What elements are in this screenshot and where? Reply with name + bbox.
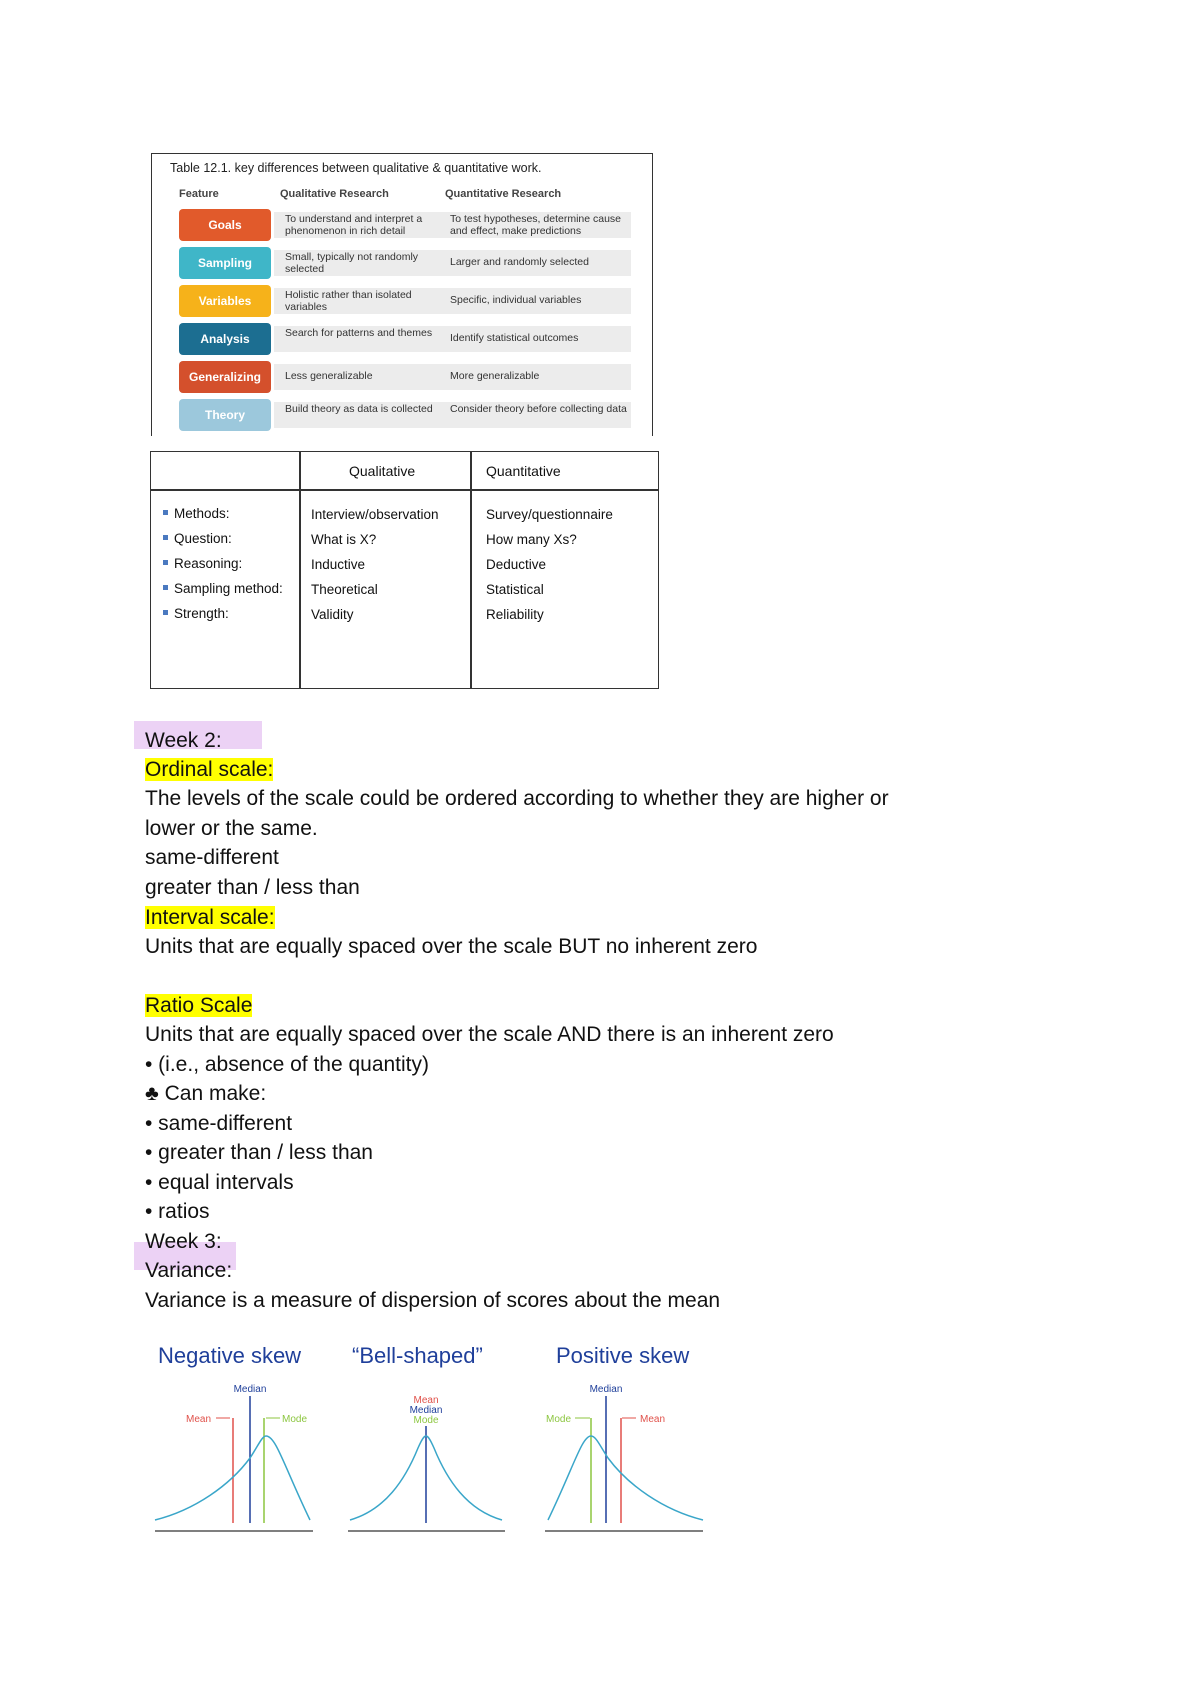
interval-scale-heading: [145, 903, 275, 932]
mode-label: Mode: [546, 1414, 572, 1425]
column-divider: [299, 452, 301, 688]
quant-cell: Survey/questionnaire: [486, 507, 613, 522]
ratio-line: • same-different: [145, 1112, 293, 1135]
bell-shaped-diagram: [348, 1395, 505, 1531]
table-row: [179, 399, 631, 431]
qual-cell: Search for patterns and themes: [285, 327, 433, 339]
ratio-line: Units that are equally spaced over the scale AND there is an inherent zero: [145, 1023, 834, 1046]
qual-cell: To understand and interpret a phenomenon in rich detail: [285, 213, 423, 237]
ordinal-scale-heading: [145, 755, 273, 784]
median-label: Median: [589, 1384, 623, 1395]
feature-pill-theory: Theory: [179, 399, 271, 431]
quant-cell: More generalizable: [450, 370, 540, 382]
row-label: [163, 606, 229, 621]
mode-label: Mode: [413, 1415, 439, 1426]
feature-pill-sampling: Sampling: [179, 247, 271, 279]
header-divider: [151, 489, 658, 491]
bullet-icon: [163, 535, 168, 540]
row-label: [163, 506, 230, 521]
median-label: Median: [409, 1405, 443, 1416]
qual-cell: Holistic rather than isolated variables: [285, 289, 412, 313]
positive-skew-diagram: [545, 1384, 703, 1531]
feature-pill-generalizing: Generalizing: [179, 361, 271, 393]
ratio-line: • ratios: [145, 1200, 210, 1223]
quant-cell: To test hypotheses, determine cause and effect, make predictions: [450, 213, 622, 237]
variance-line: Variance is a measure of dispersion of scores about the mean: [145, 1289, 721, 1312]
ratio-line: ♣ Can make:: [145, 1082, 267, 1105]
table-row: [179, 209, 631, 241]
quant-cell: Identify statistical outcomes: [450, 332, 579, 344]
ratio-line: • equal intervals: [145, 1171, 294, 1194]
week-2-heading: Week 2:: [145, 729, 222, 752]
negative-skew-diagram: [155, 1384, 313, 1531]
quant-cell: How many Xs?: [486, 532, 577, 547]
positive-skew-title: Positive skew: [556, 1343, 690, 1368]
table-row: [179, 361, 631, 393]
ordinal-line: greater than / less than: [145, 876, 360, 899]
median-label: Median: [233, 1384, 267, 1395]
table-row: [179, 285, 631, 317]
comparison-table: [150, 451, 659, 689]
qual-cell: Validity: [311, 607, 354, 622]
header-qualitative: Qualitative Research: [280, 188, 389, 200]
row-label: [163, 556, 242, 571]
bullet-icon: [163, 560, 168, 565]
week-3-heading: Week 3:: [145, 1230, 222, 1253]
bullet-icon: [163, 585, 168, 590]
qual-cell: Build theory as data is collected: [285, 403, 433, 415]
col-header-qualitative: Qualitative: [349, 463, 416, 479]
row-label: [163, 531, 232, 546]
row-label-text: Methods:: [174, 506, 230, 521]
col-header-quantitative: Quantitative: [486, 463, 561, 479]
skew-diagrams: [150, 1380, 710, 1540]
table-12-1-figure: [151, 153, 653, 436]
row-label-text: Strength:: [174, 606, 229, 621]
mean-label: Mean: [640, 1414, 666, 1425]
row-label-text: Sampling method:: [174, 581, 283, 596]
interval-scale-title: Interval scale:: [145, 906, 275, 929]
column-divider: [470, 452, 472, 688]
interval-line: Units that are equally spaced over the scale BUT no inherent zero: [145, 935, 758, 958]
qual-cell: Less generalizable: [285, 370, 373, 382]
qual-cell: Interview/observation: [311, 507, 439, 522]
mode-label: Mode: [282, 1414, 308, 1425]
feature-pill-variables: Variables: [179, 285, 271, 317]
row-label: [163, 581, 283, 596]
quant-cell: Statistical: [486, 582, 544, 597]
row-label-text: Reasoning:: [174, 556, 243, 571]
bell-shaped-title: “Bell-shaped”: [352, 1343, 483, 1368]
table-caption: Table 12.1. key differences between qualitative & quantitative work.: [170, 161, 542, 175]
bullet-icon: [163, 510, 168, 515]
row-label-text: Question:: [174, 531, 232, 546]
table-row: [179, 247, 631, 279]
ordinal-line: lower or the same.: [145, 817, 318, 840]
ordinal-line: same-different: [145, 846, 279, 869]
header-feature: Feature: [179, 188, 219, 200]
ratio-scale-title: Ratio Scale: [145, 994, 253, 1017]
qual-cell: Inductive: [311, 557, 366, 572]
feature-pill-analysis: Analysis: [179, 323, 271, 355]
feature-pill-goals: Goals: [179, 209, 271, 241]
quant-cell: Larger and randomly selected: [450, 256, 589, 268]
qual-cell: Theoretical: [311, 582, 378, 597]
mean-label: Mean: [186, 1414, 212, 1425]
header-quantitative: Quantitative Research: [445, 188, 562, 200]
ordinal-line: The levels of the scale could be ordered according to whether they are higher or: [145, 787, 889, 810]
table-row: [179, 323, 631, 355]
qual-cell: What is X?: [311, 532, 377, 547]
ratio-line: • greater than / less than: [145, 1141, 373, 1164]
ordinal-scale-title: Ordinal scale:: [145, 758, 274, 781]
ratio-scale-heading: [145, 991, 252, 1020]
quant-cell: Specific, individual variables: [450, 294, 582, 306]
variance-heading: Variance:: [145, 1259, 233, 1282]
qual-cell: Small, typically not randomly selected: [285, 251, 419, 275]
positive-skew-curve: [548, 1436, 703, 1520]
quant-cell: Reliability: [486, 607, 544, 622]
ratio-line: • (i.e., absence of the quantity): [145, 1053, 430, 1076]
quant-cell: Consider theory before collecting data: [450, 403, 627, 415]
negative-skew-title: Negative skew: [158, 1343, 302, 1368]
bullet-icon: [163, 610, 168, 615]
quant-cell: Deductive: [486, 557, 547, 572]
mean-label: Mean: [413, 1395, 439, 1406]
